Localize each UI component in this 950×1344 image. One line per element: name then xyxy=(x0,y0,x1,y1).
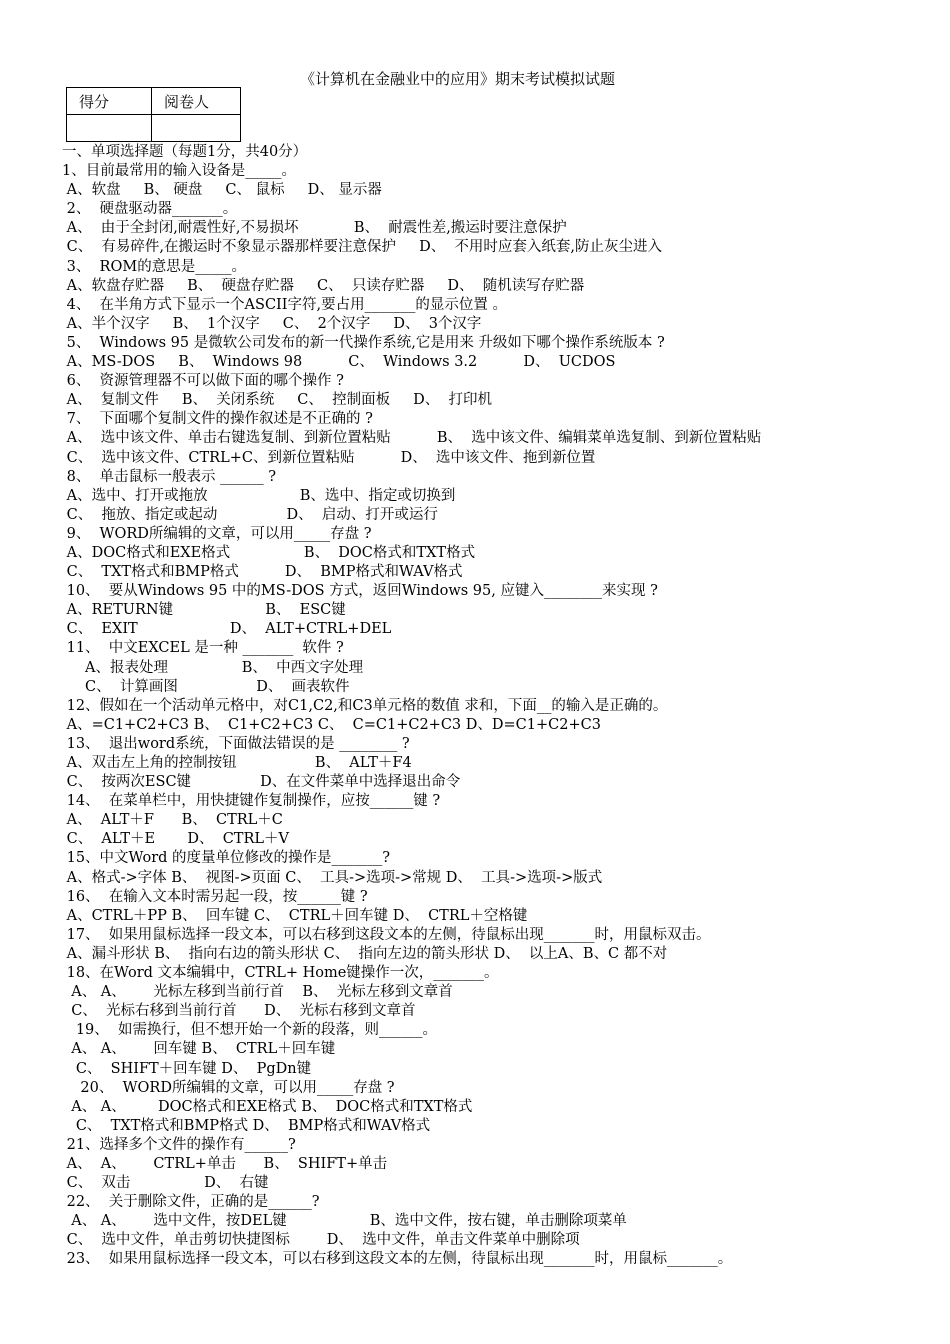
question-line: A、 复制文件 B、 关闭系统 C、 控制面板 D、 打印机 xyxy=(62,392,492,409)
question-line: C、 计算画图 D、 画表软件 xyxy=(62,678,350,695)
question-line: C、 SHIFT＋回车键 D、 PgDn键 xyxy=(62,1060,312,1077)
question-line: A、MS-DOS B、 Windows 98 C、 Windows 3.2 D、 UCDOS xyxy=(62,354,616,371)
score-table-value-row xyxy=(67,115,241,142)
question-line: 9、 WORD所编辑的文章，可以用_____存盘 ? xyxy=(62,525,372,542)
question-line: 8、 单击鼠标一般表示 ______ ? xyxy=(62,468,277,485)
question-line: A、软盘存贮器 B、 硬盘存贮器 C、 只读存贮器 D、 随机读写存贮器 xyxy=(62,277,585,294)
question-line: 21、选择多个文件的操作有______? xyxy=(62,1136,296,1153)
score-header: 得分 xyxy=(67,88,152,115)
question-line: A、 A、 回车键 B、 CTRL＋回车键 xyxy=(62,1041,336,1058)
question-line: 5、 Windows 95 是微软公司发布的新一代操作系统,它是用来 升级如下哪个操作系统版本 ? xyxy=(62,334,665,351)
question-line: A、=C1+C2+C3 B、 C1+C2+C3 C、 C=C1+C2+C3 D、D=C1+C2+C3 xyxy=(62,716,601,733)
question-line: C、 EXIT D、 ALT+CTRL+DEL xyxy=(62,621,392,638)
question-line: C、 TXT格式和BMP格式 D、 BMP格式和WAV格式 xyxy=(62,1117,431,1134)
question-line: 11、 中文EXCEL 是一种 _______ 软件 ? xyxy=(62,640,344,657)
question-line: A、 选中该文件、单击右键选复制、到新位置粘贴 B、 选中该文件、编辑菜单选复制、到新位置粘贴 xyxy=(62,430,762,447)
question-line: A、 A、 DOC格式和EXE格式 B、 DOC格式和TXT格式 xyxy=(62,1098,473,1115)
score-table-header-row xyxy=(67,88,241,115)
question-line: C、 ALT＋E D、 CTRL＋V xyxy=(62,831,289,848)
question-line: A、漏斗形状 B、 指向右边的箭头形状 C、 指向左边的箭头形状 D、 以上A、B、C 都不对 xyxy=(62,945,668,962)
question-line: 7、 下面哪个复制文件的操作叙述是不正确的 ? xyxy=(62,411,373,428)
question-line: 17、 如果用鼠标选择一段文本，可以右移到这段文本的左侧，待鼠标出现_______时，用鼠标双击。 xyxy=(62,926,711,943)
question-line: 4、 在半角方式下显示一个ASCII字符,要占用_______的显示位置 。 xyxy=(62,296,507,313)
exam-body xyxy=(62,143,942,1270)
question-line: C、 拖放、指定或起动 D、 启动、打开或运行 xyxy=(62,506,438,523)
question-line: C、 按两次ESC键 D、在文件菜单中选择退出命令 xyxy=(62,774,461,791)
question-line: A、 ALT＋F B、 CTRL＋C xyxy=(62,812,283,829)
question-line: C、 双击 D、 右键 xyxy=(62,1175,269,1192)
question-line: A、CTRL＋PP B、 回车键 C、 CTRL＋回车键 D、 CTRL＋空格键 xyxy=(62,907,528,924)
score-table xyxy=(66,87,241,142)
question-line: 16、 在输入文本时需另起一段，按______键 ? xyxy=(62,888,368,905)
question-line: 19、 如需换行，但不想开始一个新的段落，则______。 xyxy=(62,1022,437,1039)
grader-header: 阅卷人 xyxy=(152,88,241,115)
question-line: A、双击左上角的控制按钮 B、 ALT＋F4 xyxy=(62,755,412,771)
question-line: A、 由于全封闭,耐震性好,不易损坏 B、 耐震性差,搬运时要注意保护 xyxy=(62,220,567,237)
exam-title: 《计算机在金融业中的应用》期末考试模拟试题 xyxy=(300,70,616,88)
question-line: A、 A、 CTRL+单击 B、 SHIFT+单击 xyxy=(62,1155,388,1172)
question-line: A、报表处理 B、 中西文字处理 xyxy=(62,659,364,676)
question-line: 3、 ROM的意思是_____。 xyxy=(62,258,246,275)
question-line: A、 A、 选中文件，按DEL键 B、选中文件，按右键，单击删除项菜单 xyxy=(62,1213,627,1230)
question-line: 一、单项选择题（每题1分，共40分） xyxy=(62,144,308,160)
question-line: 15、中文Word 的度量单位修改的操作是_______? xyxy=(62,850,391,867)
question-line: 10、 要从Windows 95 中的MS-DOS 方式，返回Windows 95, 应键入________来实现 ? xyxy=(62,583,658,600)
question-line: C、 有易碎件,在搬运时不象显示器那样要注意保护 D、 不用时应套入纸套,防止灰尘进入 xyxy=(62,239,663,256)
question-line: 14、 在菜单栏中，用快捷键作复制操作，应按______键 ? xyxy=(62,793,441,810)
question-line: 12、假如在一个活动单元格中，对C1,C2,和C3单元格的数值 求和，下面__的输入是正确的。 xyxy=(62,697,668,714)
question-line: C、 光标右移到当前行首 D、 光标右移到文章首 xyxy=(62,1003,416,1020)
question-line: 13、 退出word系统，下面做法错误的是 ________ ? xyxy=(62,735,410,752)
question-line: A、半个汉字 B、 1个汉字 C、 2个汉字 D、 3个汉字 xyxy=(62,315,482,332)
question-line: C、 选中文件，单击剪切快捷图标 D、 选中文件，单击文件菜单中删除项 xyxy=(62,1232,580,1249)
question-line: A、软盘 B、 硬盘 C、 鼠标 D、 显示器 xyxy=(62,182,382,199)
question-line: A、格式->字体 B、 视图->页面 C、 工具->选项->常规 D、 工具->选项->版式 xyxy=(62,869,603,886)
question-line: A、选中、打开或拖放 B、选中、指定或切换到 xyxy=(62,487,456,504)
question-line: C、 TXT格式和BMP格式 D、 BMP格式和WAV格式 xyxy=(62,564,463,581)
question-line: A、RETURN键 B、 ESC键 xyxy=(62,602,346,619)
score-cell[interactable] xyxy=(67,115,152,142)
question-line: 6、 资源管理器不可以做下面的哪个操作 ? xyxy=(62,373,344,390)
question-line: 20、 WORD所编辑的文章，可以用_____存盘 ? xyxy=(62,1079,395,1096)
question-line: 18、在Word 文本编辑中，CTRL+ Home键操作一次，_______。 xyxy=(62,965,499,982)
question-line: A、DOC格式和EXE格式 B、 DOC格式和TXT格式 xyxy=(62,544,476,561)
question-line: 1、目前最常用的输入设备是_____。 xyxy=(62,163,296,180)
question-line: 22、 关于删除文件，正确的是______? xyxy=(62,1194,320,1211)
grader-cell[interactable] xyxy=(152,115,241,142)
question-line: 2、 硬盘驱动器_______。 xyxy=(62,201,238,218)
question-line: 23、 如果用鼠标选择一段文本，可以右移到这段文本的左侧，待鼠标出现_______时，用鼠标_______。 xyxy=(62,1251,733,1268)
question-line: A、 A、 光标左移到当前行首 B、 光标左移到文章首 xyxy=(62,984,453,1001)
question-line: C、 选中该文件、CTRL+C、到新位置粘贴 D、 选中该文件、拖到新位置 xyxy=(62,449,596,466)
